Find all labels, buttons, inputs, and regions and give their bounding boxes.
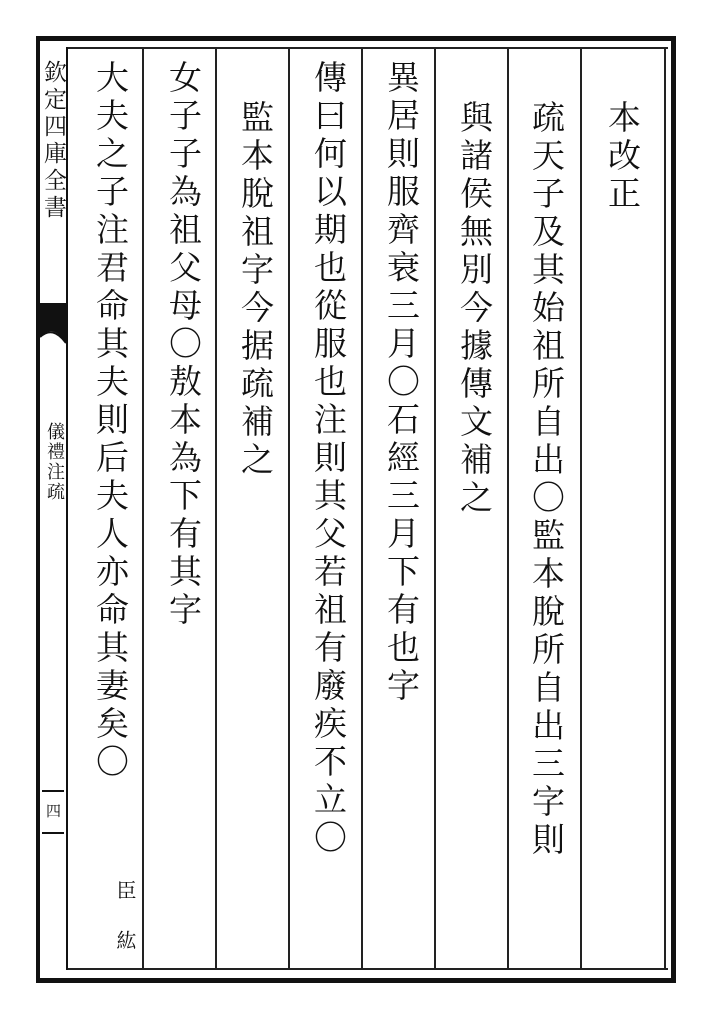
frame-right-border [671,36,676,983]
frame-inner-right-border [664,47,666,970]
text-column-3: 與諸侯無別今據傳文補之 [455,100,494,518]
frame-bottom-border [36,978,676,983]
margin-page-number: 四 [44,802,62,818]
frame-top-border [36,36,676,41]
text-column-4: 異居則服齊衰三月〇石經三月下有也字 [382,60,421,706]
column-rule [507,47,509,970]
column-rule [580,47,582,970]
fishtail-icon [40,303,66,359]
text-column-7: 女子子為祖父母〇敖本為下有其字 [164,60,203,630]
margin-divider [66,47,68,970]
small-note-char-1: 臣 [113,880,137,903]
column-rule [434,47,436,970]
fishtail-mark [40,303,66,359]
text-column-8: 大夫之子注君命其夫則后夫人亦命其妻矣〇 [91,60,130,782]
frame-inner-top-border [66,47,668,49]
column-rule [288,47,290,970]
small-note-char-2: 紘 [113,930,137,953]
column-rule [215,47,217,970]
frame-inner-bottom-border [66,968,668,970]
text-column-2: 疏天子及其始祖所自出〇監本脫所自出三字則 [527,100,566,860]
margin-book-title: 儀禮注疏 [44,422,65,502]
text-column-5: 傳曰何以期也從服也注則其父若祖有廢疾不立〇 [309,60,348,858]
column-rule [361,47,363,970]
column-rule [142,47,144,970]
margin-collection-title: 欽定四庫全書 [40,60,66,222]
text-column-6: 監本脫祖字今据疏補之 [236,100,275,480]
text-column-1: 本改正 [603,100,642,214]
